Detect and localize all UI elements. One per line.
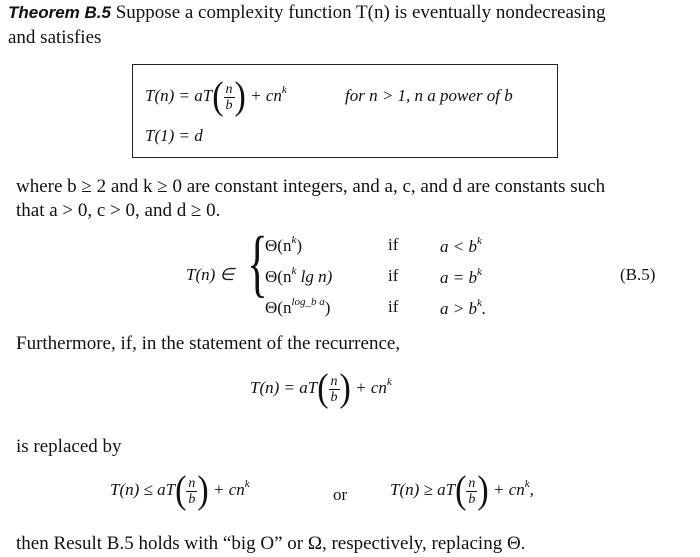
case-3-cond-sup: k xyxy=(476,297,482,309)
box-condition: for n > 1, n a power of b xyxy=(345,86,513,105)
recurrence-sup: k xyxy=(386,375,392,388)
box-equation-1 xyxy=(145,75,287,118)
case-3-cond-text: a > b xyxy=(440,299,477,318)
theorem-statement-line2: and satisfies xyxy=(8,27,102,48)
case-1-cond-sup: k xyxy=(476,235,482,247)
replaced-line: is replaced by xyxy=(16,436,122,457)
furthermore-line: Furthermore, if, in the statement of the recurrence, xyxy=(16,333,401,354)
close-paren: ) xyxy=(197,469,209,512)
case-1-cond xyxy=(440,235,482,257)
case-1-if: if xyxy=(388,235,399,254)
fraction-n-over-b xyxy=(329,374,340,405)
case-1-expr: Θ(n xyxy=(265,236,292,255)
fraction-denominator: b xyxy=(225,97,233,113)
fraction-n-over-b xyxy=(224,82,235,113)
equation-label: (B.5) xyxy=(620,265,656,284)
fraction-n-over-b xyxy=(186,476,197,507)
case-3-sup: log_b a xyxy=(291,296,325,308)
case-3-expr: Θ(n xyxy=(265,298,292,317)
fraction-numerator: n xyxy=(468,475,476,491)
fraction-numerator: n xyxy=(188,475,196,491)
fraction-numerator: n xyxy=(330,373,338,389)
fraction-denominator: b xyxy=(468,491,476,507)
inequality-right-lhs: T(n) ≥ aT xyxy=(390,479,456,499)
case-2-expr: Θ(n xyxy=(265,267,292,286)
inequality-left-lhs: T(n) ≤ aT xyxy=(110,479,176,499)
case-2-if: if xyxy=(388,266,399,285)
final-line: then Result B.5 holds with “big O” or Ω, respectively, replacing Θ. xyxy=(16,533,526,554)
fraction-denominator: b xyxy=(188,491,196,507)
open-paren: ( xyxy=(317,367,329,410)
case-3-cond xyxy=(440,297,486,319)
inequality-left-sup: k xyxy=(244,477,250,490)
box-equation-2: T(1) = d xyxy=(145,126,203,145)
close-paren: ) xyxy=(234,75,246,118)
where-line-1: where b ≥ 2 and k ≥ 0 are constant integers, and a, c, and d are constants such xyxy=(16,176,606,197)
case-1-cond-text: a < b xyxy=(440,237,477,256)
open-paren: ( xyxy=(175,469,187,512)
case-2-cond xyxy=(440,266,482,288)
where-line-2: that a > 0, c > 0, and d ≥ 0. xyxy=(16,200,221,221)
case-1-tail: ) xyxy=(296,236,303,255)
open-paren: ( xyxy=(212,75,224,118)
inequality-right xyxy=(390,469,534,512)
fraction-n-over-b xyxy=(466,476,477,507)
inequality-left xyxy=(110,469,250,512)
theorem-text-line1: Suppose a complexity function T(n) is eventually nondecreasing xyxy=(115,2,606,23)
open-paren: ( xyxy=(455,469,467,512)
case-row-2 xyxy=(265,265,332,287)
fraction-numerator: n xyxy=(225,81,233,97)
box-eq1-sup: k xyxy=(281,83,287,96)
case-3-if: if xyxy=(388,297,399,316)
inequality-right-tail: , xyxy=(529,479,534,499)
inequality-left-rhs: + cn xyxy=(212,479,245,499)
case-row-1 xyxy=(265,234,302,256)
recurrence-lhs: T(n) = aT xyxy=(250,377,318,397)
cases-lhs: T(n) ∈ xyxy=(186,265,235,284)
case-3-cond-tail: . xyxy=(481,299,487,318)
close-paren: ) xyxy=(339,367,351,410)
left-brace: { xyxy=(247,220,268,305)
close-paren: ) xyxy=(477,469,489,512)
case-2-cond-sup: k xyxy=(476,266,482,278)
theorem-label: Theorem B.5 xyxy=(8,3,111,22)
recurrence-equation xyxy=(250,367,392,410)
case-2-sup: k xyxy=(291,265,297,277)
inequality-right-sup: k xyxy=(524,477,530,490)
case-1-sup: k xyxy=(291,234,297,246)
inequality-right-rhs: + cn xyxy=(492,479,525,499)
fraction-denominator: b xyxy=(330,389,338,405)
box-eq1-rhs: + cn xyxy=(250,85,282,105)
case-2-cond-text: a = b xyxy=(440,268,477,287)
theorem-statement-line1 xyxy=(8,2,606,24)
box-eq1-lhs: T(n) = aT xyxy=(145,85,213,105)
case-2-tail: lg n) xyxy=(296,267,333,286)
case-row-3 xyxy=(265,296,330,318)
recurrence-rhs: + cn xyxy=(355,377,387,397)
or-word: or xyxy=(333,485,348,504)
case-3-tail: ) xyxy=(324,298,331,317)
